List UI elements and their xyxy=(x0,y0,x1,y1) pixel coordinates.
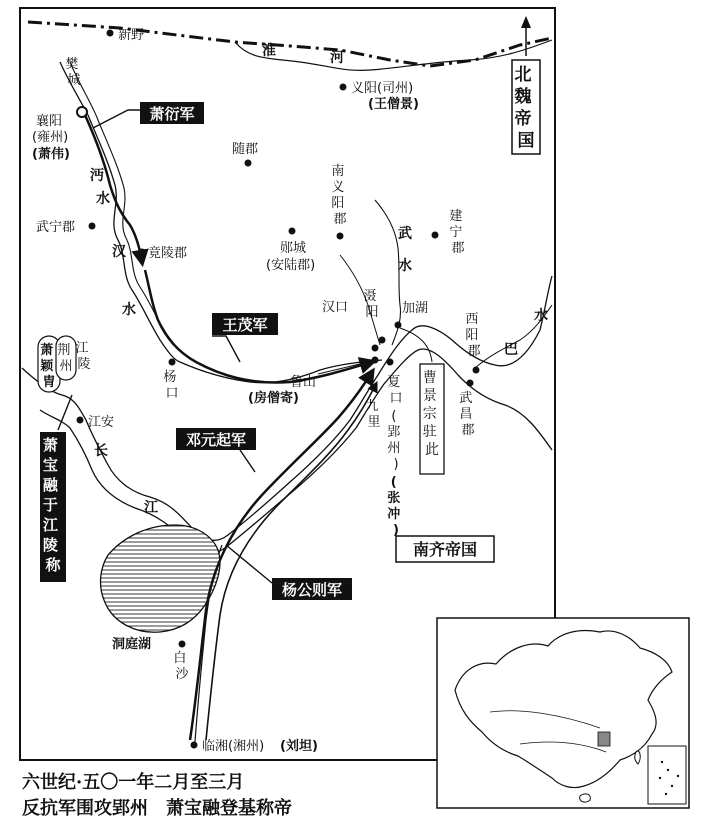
xiao-baorong-note-text: 萧 宝 融 于 江 陵 称 xyxy=(42,436,61,574)
yangkou-dot xyxy=(169,359,176,366)
xiyang-dot xyxy=(473,367,480,374)
wang-mao-callout-line xyxy=(212,336,240,362)
huai-label-1: 淮 xyxy=(262,43,276,59)
xiao-yingzhou-label: 萧 颖 胄 xyxy=(40,343,56,390)
cao-jingzong-note xyxy=(420,364,444,474)
fancheng-label: 樊 城 xyxy=(65,57,81,88)
ba-shui-label: 水 xyxy=(534,308,548,324)
zhang-chong-label: ( 张 冲 ) xyxy=(387,475,401,538)
yinyang-dot xyxy=(379,337,386,344)
jiangling-label: 江 陵 xyxy=(75,341,91,372)
south-qi-label-box xyxy=(396,536,494,562)
baisha-dot xyxy=(179,641,186,648)
wuning-dot xyxy=(89,223,96,230)
north-wei-label-box xyxy=(512,60,540,154)
map-caption-line-2: 反抗军围攻郢州 萧宝融登基称帝 xyxy=(22,798,292,819)
lushan-label: 鲁山 xyxy=(290,375,317,390)
jiang-label: 江 xyxy=(144,500,158,516)
han-label: 汉 xyxy=(112,244,126,260)
xiao-wei-label: (萧伟) xyxy=(32,147,70,162)
jingzhou-label: 荆 州 xyxy=(57,343,73,374)
wu-label-1: 武 xyxy=(398,226,412,242)
deng-yuanqi-army-label xyxy=(176,428,256,450)
chang-label: 长 xyxy=(94,443,108,459)
south-qi-label: 南齐帝国 xyxy=(412,540,478,559)
jiangling-label-group xyxy=(38,336,93,392)
lushan-dot xyxy=(372,357,379,364)
dongting-lake xyxy=(101,525,220,632)
jingling-label: 竟陵郡 xyxy=(148,246,188,261)
inset-locator-map xyxy=(437,618,689,808)
yuncheng-label: 郧城 xyxy=(280,241,307,256)
svg-text:邓元起军: 邓元起军 xyxy=(185,431,247,449)
cao-jingzong-pointer xyxy=(400,328,432,362)
suijun-label: 随郡 xyxy=(232,142,259,157)
hankou-label: 汉口 xyxy=(322,300,349,315)
jianning-dot xyxy=(432,232,439,239)
yiyang-label: 义阳(司州) xyxy=(351,81,414,96)
baisha-label: 白 沙 xyxy=(173,651,189,682)
yingzhou-label: ( 郢 州 ) xyxy=(387,409,401,472)
hankou-dot xyxy=(372,345,379,352)
jiangan-dot xyxy=(77,417,84,424)
hainan-island xyxy=(580,794,591,802)
inset-highlight-area xyxy=(598,732,610,746)
xinye-dot xyxy=(107,30,114,37)
liu-tan-label: (刘坦) xyxy=(280,739,318,754)
svg-text:杨公则军: 杨公则军 xyxy=(281,581,343,599)
jiahu-label: 加湖 xyxy=(402,301,429,316)
xiakou-label: 夏 口 xyxy=(387,375,403,406)
map-caption-line-1: 六世纪·五〇一年二月至三月 xyxy=(22,772,245,793)
huai-label-2: 河 xyxy=(330,50,344,66)
wuchang-dot xyxy=(467,380,474,387)
dongting-label: 洞庭湖 xyxy=(112,637,152,652)
jianning-label: 建 宁 郡 xyxy=(449,209,465,256)
yuncheng-dot xyxy=(289,228,296,235)
xiakou-dot xyxy=(387,359,394,366)
linxiang-dot xyxy=(191,742,198,749)
xiao-yan-army-route xyxy=(85,115,142,262)
yinyang-label: 滠 阳 xyxy=(363,289,379,320)
jingling-dot xyxy=(139,249,146,256)
anlujun-label: (安陆郡) xyxy=(266,258,316,273)
mian-label-1: 沔 xyxy=(90,168,104,184)
jiuli-label: 九 里 xyxy=(365,399,381,430)
yongzhou-label: (雍州) xyxy=(32,130,69,145)
yang-gongze-callout-line xyxy=(226,545,272,583)
nanyiyang-label: 南 义 阳 郡 xyxy=(331,164,347,227)
yangkou-label: 杨 口 xyxy=(163,370,179,401)
svg-text:王茂军: 王茂军 xyxy=(222,316,268,334)
mian-label-2: 水 xyxy=(96,191,110,207)
wu-label-2: 水 xyxy=(398,258,412,274)
deng-yuanqi-callout-line xyxy=(240,450,255,472)
jiahu-dot xyxy=(395,322,402,329)
xiyang-label: 西 阳 郡 xyxy=(465,312,481,359)
fang-sengji-label: (房僧寄) xyxy=(248,391,299,406)
jiangan-label: 江安 xyxy=(88,415,115,430)
suijun-dot xyxy=(245,160,252,167)
south-sea-inset xyxy=(648,746,686,804)
xiangyang-dot xyxy=(77,107,87,117)
wang-mao-army-route-inner xyxy=(150,268,200,354)
ba-label: 巴 xyxy=(504,342,518,358)
han-shui-label: 水 xyxy=(122,302,136,318)
yang-gongze-army-label xyxy=(272,578,352,600)
xiao-yan-army-label xyxy=(140,102,204,124)
wang-sengjing-label: (王僧景) xyxy=(368,97,419,112)
xiangyang-label: 襄阳 xyxy=(36,114,63,129)
svg-text:萧衍军: 萧衍军 xyxy=(149,105,195,123)
xiao-baorong-note xyxy=(40,432,66,582)
xinye-label: 新野 xyxy=(118,28,145,43)
north-wei-label: 北 魏 帝 国 xyxy=(514,65,535,151)
cao-jingzong-note-text: 曹 景 宗 驻 此 xyxy=(422,370,439,458)
wuchang-label: 武 昌 郡 xyxy=(459,391,475,438)
wuning-label: 武宁郡 xyxy=(36,220,76,235)
linxiang-label: 临湘(湘州) xyxy=(202,739,265,754)
yiyang-dot xyxy=(340,84,347,91)
wang-mao-army-label xyxy=(212,313,278,335)
nanyiyang-dot xyxy=(337,233,344,240)
